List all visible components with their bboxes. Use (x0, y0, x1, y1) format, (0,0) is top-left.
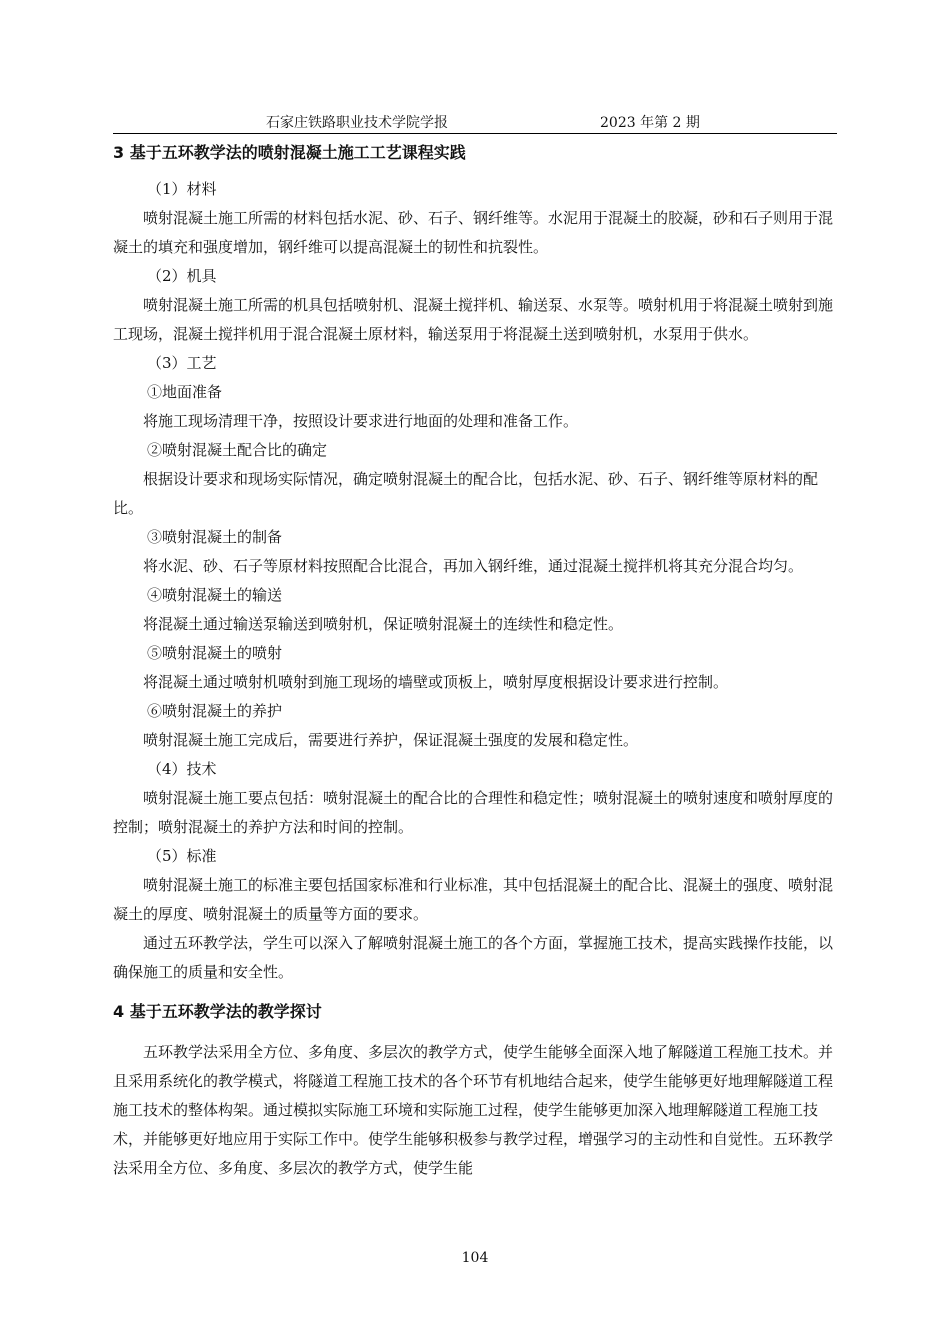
subsection-heading: （1）材料 (147, 180, 217, 198)
section-4-body (113, 1038, 837, 1183)
section-3-heading: 3 基于五环教学法的喷射混凝土施工工艺课程实践 (113, 143, 466, 162)
body-paragraph: 将混凝土通过输送泵输送到喷射机，保证喷射混凝土的连续性和稳定性。 (143, 615, 624, 633)
body-paragraph: 五环教学法采用全方位、多角度、多层次的教学方式，使学生能够全面深入地了解隧道工程施工技术。并且采用系统化的教学模式，将隧道工程施工技术的各个环节有机地结合起来，使学生能够更好地理解隧道工程施工技术的整体构架。通过模拟实际施工环境和实际施工过程，使学生能够更加深入地理解隧道工程施工技术，并能够更好地应用于实际工作中。使学生能够积极参与教学过程，增强学习的主动性和自觉性。五环教学法采用全方位、多角度、多层次的教学方式，使学生能 (113, 1043, 834, 1177)
subsection-heading: （2）机具 (147, 267, 217, 285)
journal-name: 石家庄铁路职业技术学院学报 (266, 115, 448, 131)
body-paragraph: 喷射混凝土施工要点包括：喷射混凝土的配合比的合理性和稳定性；喷射混凝土的喷射速度和喷射厚度的控制；喷射混凝土的养护方法和时间的控制。 (113, 789, 834, 836)
page-number: 104 (461, 1250, 489, 1266)
subsection-heading: （4）技术 (147, 760, 217, 778)
body-paragraph: 喷射混凝土施工完成后，需要进行养护，保证混凝土强度的发展和稳定性。 (143, 731, 639, 749)
step-heading: ③喷射混凝土的制备 (147, 528, 283, 546)
body-paragraph: 根据设计要求和现场实际情况，确定喷射混凝土的配合比，包括水泥、砂、石子、钢纤维等原材料的配比。 (113, 470, 819, 517)
body-paragraph: 通过五环教学法，学生可以深入了解喷射混凝土施工的各个方面，掌握施工技术，提高实践操作技能，以确保施工的质量和安全性。 (113, 934, 834, 981)
section-3 (113, 138, 837, 987)
body-paragraph: 喷射混凝土施工所需的材料包括水泥、砂、石子、钢纤维等。水泥用于混凝土的胶凝，砂和石子则用于混凝土的填充和强度增加，钢纤维可以提高混凝土的韧性和抗裂性。 (113, 209, 834, 256)
subsection-heading: （3）工艺 (147, 354, 217, 372)
body-paragraph: 喷射混凝土施工的标准主要包括国家标准和行业标准，其中包括混凝土的配合比、混凝土的强度、喷射混凝土的厚度、喷射混凝土的质量等方面的要求。 (113, 876, 834, 923)
section-4 (113, 997, 837, 1183)
running-header (113, 111, 837, 134)
subsection-heading: （5）标准 (147, 847, 217, 865)
step-heading: ②喷射混凝土配合比的确定 (147, 441, 328, 459)
step-heading: ④喷射混凝土的输送 (147, 586, 283, 604)
step-heading: ⑤喷射混凝土的喷射 (147, 644, 283, 662)
section-4-heading: 4 基于五环教学法的教学探讨 (113, 1002, 322, 1021)
issue-label: 2023 年第 2 期 (600, 115, 700, 131)
body-paragraph: 喷射混凝土施工所需的机具包括喷射机、混凝土搅拌机、输送泵、水泵等。喷射机用于将混凝土喷射到施工现场，混凝土搅拌机用于混合混凝土原材料，输送泵用于将混凝土送到喷射机，水泵用于供水。 (113, 296, 834, 343)
step-heading: ①地面准备 (147, 383, 223, 401)
article-body (113, 138, 837, 1183)
body-paragraph: 将施工现场清理干净，按照设计要求进行地面的处理和准备工作。 (143, 412, 579, 430)
body-paragraph: 将混凝土通过喷射机喷射到施工现场的墙壁或顶板上，喷射厚度根据设计要求进行控制。 (143, 673, 729, 691)
section-3-body (113, 175, 837, 987)
body-paragraph: 将水泥、砂、石子等原材料按照配合比混合，再加入钢纤维，通过混凝土搅拌机将其充分混合均匀。 (143, 557, 804, 575)
step-heading: ⑥喷射混凝土的养护 (147, 702, 283, 720)
